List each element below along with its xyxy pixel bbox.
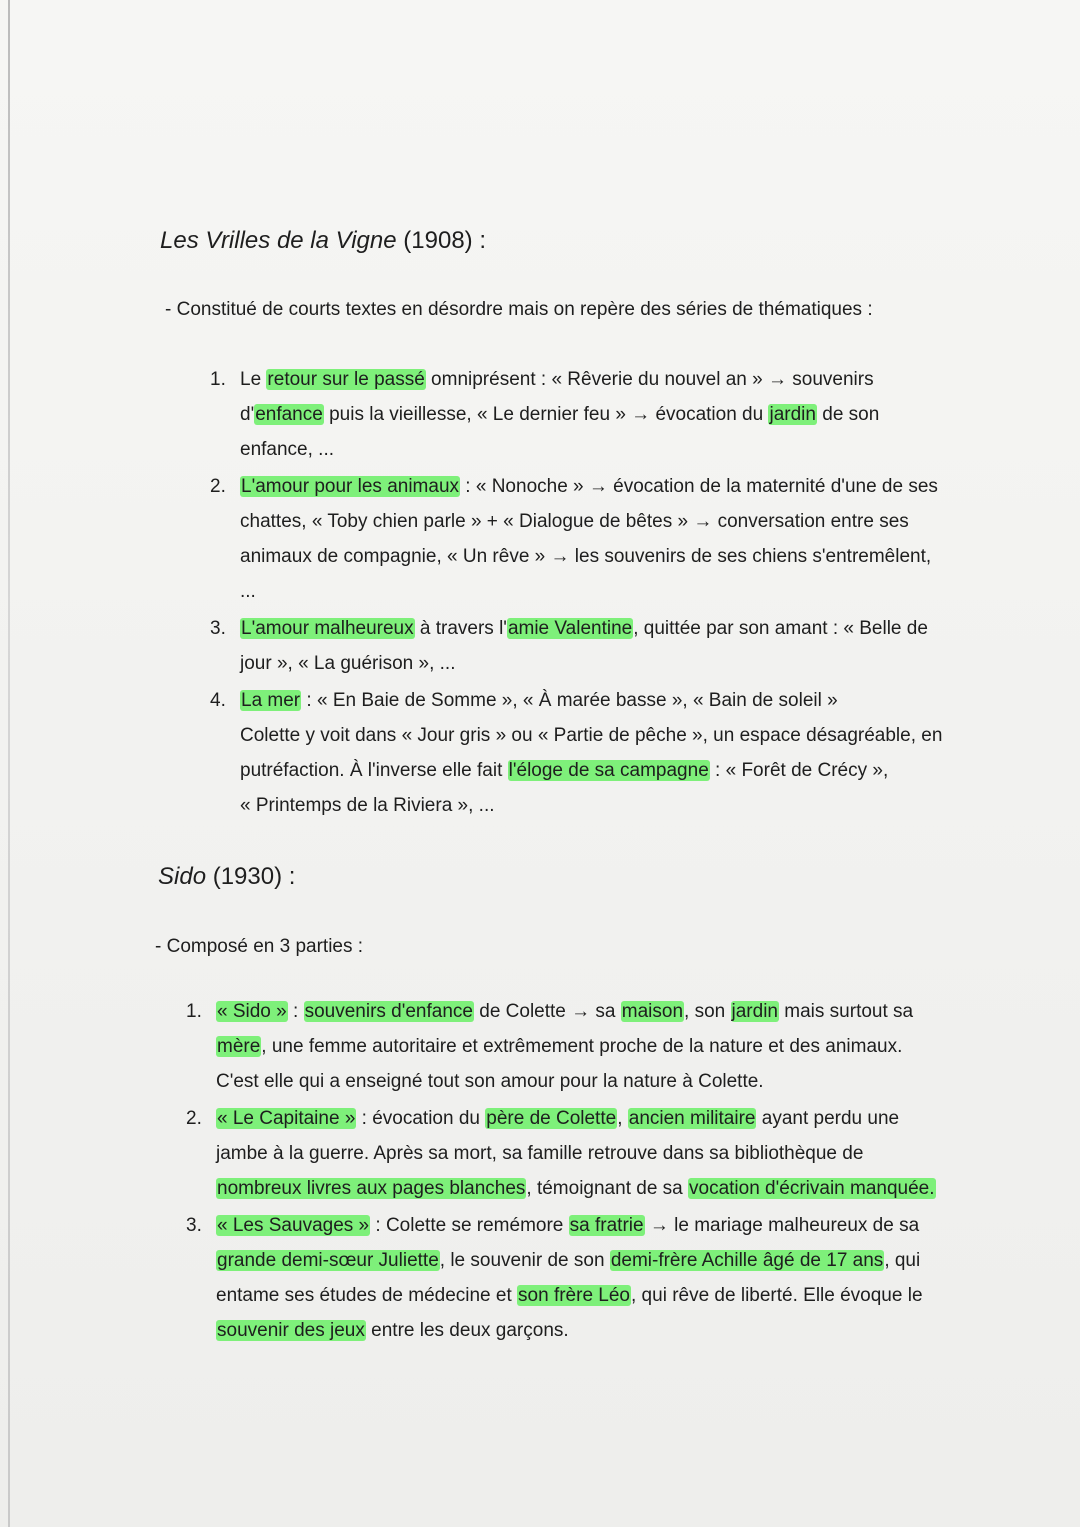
list-number: 1. — [186, 1001, 202, 1022]
text-segment: Le — [240, 369, 267, 390]
text-segment: putréfaction. À l'inverse elle fait — [240, 760, 508, 781]
text-line — [216, 1101, 936, 1136]
text-segment: de son — [816, 404, 880, 425]
section2-title: Sido — [158, 863, 207, 890]
section1-list — [210, 362, 943, 825]
highlighted-phrase: L'amour malheureux — [241, 618, 414, 639]
text-segment: : évocation du — [356, 1108, 486, 1129]
highlighted-phrase: L'amour pour les animaux — [241, 476, 460, 497]
highlighted-phrase: maison — [621, 1001, 684, 1022]
text-segment: jour », « La guérison », ... — [240, 653, 456, 674]
text-segment: animaux de compagnie, « Un rêve » → les souvenirs de ses chiens s'entremêlent, — [240, 546, 932, 567]
text-line — [240, 469, 942, 504]
list-item — [186, 994, 936, 1099]
text-segment: Colette y voit dans « Jour gris » ou « Partie de pêche », un espace désagréable, en — [240, 725, 943, 746]
highlighted-phrase: mère — [217, 1036, 261, 1057]
text-segment: mais surtout sa — [779, 1001, 914, 1022]
list-number: 1. — [210, 369, 226, 390]
text-segment: puis la vieillesse, « Le dernier feu » → évocation du — [323, 404, 769, 425]
highlighted-phrase: souvenir des jeux — [217, 1320, 365, 1341]
text-segment: C'est elle qui a enseigné tout son amour pour la nature à Colette. — [216, 1071, 764, 1092]
highlighted-phrase: enfance — [255, 404, 323, 425]
list-number: 4. — [210, 690, 226, 711]
text-line — [216, 1029, 936, 1064]
text-segment: entame ses études de médecine et — [216, 1285, 518, 1306]
text-segment: : Colette se remémore — [370, 1215, 569, 1236]
list-number: 2. — [186, 1108, 202, 1129]
text-segment: omniprésent : « Rêverie du nouvel an » → souvenirs — [425, 369, 874, 390]
text-segment: jambe à la guerre. Après sa mort, sa famille retrouve dans sa bibliothèque de — [216, 1143, 864, 1164]
highlighted-phrase: souvenirs d'enfance — [304, 1001, 473, 1022]
list-number: 2. — [210, 476, 226, 497]
section2-list — [186, 994, 936, 1350]
highlighted-phrase: nombreux livres aux pages blanches — [217, 1178, 526, 1199]
text-line — [240, 362, 942, 397]
list-item — [210, 362, 942, 467]
highlighted-phrase: « Les Sauvages » — [217, 1215, 370, 1236]
text-segment: , une femme autoritaire et extrêmement proche de la nature et des animaux. — [261, 1036, 903, 1057]
text-line — [216, 1208, 936, 1243]
text-line — [216, 994, 936, 1029]
text-segment: , — [617, 1108, 628, 1129]
text-segment: chattes, « Toby chien parle » + « Dialogue de bêtes » → conversation entre ses — [240, 511, 909, 532]
text-segment: : « Forêt de Crécy », — [709, 760, 889, 781]
text-segment: « Printemps de la Riviera », ... — [240, 795, 495, 816]
page-edge — [8, 0, 10, 1527]
text-segment: , quittée par son amant : « Belle de — [633, 618, 928, 639]
text-line — [216, 1136, 936, 1171]
text-segment: enfance, ... — [240, 439, 335, 460]
list-item — [210, 683, 943, 823]
list-item — [210, 469, 942, 609]
text-segment: à travers l' — [414, 618, 507, 639]
section2-intro: - Composé en 3 parties : — [155, 936, 364, 957]
text-line — [216, 1171, 936, 1206]
text-line — [216, 1243, 936, 1278]
section1-year: (1908) : — [396, 227, 486, 254]
highlighted-phrase: amie Valentine — [507, 618, 633, 639]
list-number: 3. — [210, 618, 226, 639]
text-line — [240, 788, 942, 823]
list-item — [186, 1208, 936, 1348]
text-segment: : « En Baie de Somme », « À marée basse », « Bain de soleil » — [301, 690, 838, 711]
text-segment: ... — [240, 581, 256, 602]
section1-heading — [160, 226, 486, 256]
text-line — [240, 539, 942, 574]
text-line — [240, 753, 942, 788]
text-line — [240, 683, 942, 718]
highlighted-phrase: l'éloge de sa campagne — [508, 760, 709, 781]
text-line — [240, 397, 942, 432]
text-segment: → le mariage malheureux de sa — [644, 1215, 920, 1236]
text-segment: , qui rêve de liberté. Elle évoque le — [631, 1285, 923, 1306]
highlighted-phrase: sa fratrie — [569, 1215, 644, 1236]
text-segment: entre les deux garçons. — [365, 1320, 569, 1341]
text-line — [240, 574, 942, 609]
text-line — [240, 432, 942, 467]
highlighted-phrase: vocation d'écrivain manquée. — [689, 1178, 935, 1199]
section1-title: Les Vrilles de la Vigne — [160, 227, 397, 254]
text-line — [240, 504, 942, 539]
highlighted-phrase: retour sur le passé — [267, 369, 425, 390]
highlighted-phrase: jardin — [731, 1001, 778, 1022]
highlighted-phrase: ancien militaire — [628, 1108, 756, 1129]
highlighted-phrase: grande demi-sœur Juliette — [217, 1250, 439, 1271]
text-line — [240, 611, 942, 646]
text-line — [240, 718, 942, 753]
text-line — [216, 1313, 936, 1348]
text-segment: , le souvenir de son — [439, 1250, 610, 1271]
highlighted-phrase: son frère Léo — [518, 1285, 630, 1306]
list-item — [186, 1101, 936, 1206]
highlighted-phrase: père de Colette — [486, 1108, 617, 1129]
highlighted-phrase: La mer — [241, 690, 301, 711]
text-line — [240, 646, 942, 681]
section2-year: (1930) : — [206, 863, 296, 890]
highlighted-phrase: demi-frère Achille âgé de 17 ans — [610, 1250, 884, 1271]
text-segment: , témoignant de sa — [526, 1178, 689, 1199]
text-segment: ayant perdu une — [756, 1108, 900, 1129]
section2-heading — [158, 862, 295, 892]
highlighted-phrase: « Sido » — [217, 1001, 287, 1022]
text-segment: : — [287, 1001, 304, 1022]
text-segment: , qui — [884, 1250, 921, 1271]
highlighted-phrase: « Le Capitaine » — [217, 1108, 356, 1129]
text-line — [216, 1278, 936, 1313]
list-number: 3. — [186, 1215, 202, 1236]
section1-intro: - Constitué de courts textes en désordre mais on repère des séries de thématiques : — [165, 299, 873, 320]
text-segment: d' — [240, 404, 255, 425]
text-segment: de Colette → sa — [473, 1001, 621, 1022]
text-segment: : « Nonoche » → évocation de la maternité d'une de ses — [460, 476, 938, 497]
text-segment: , son — [684, 1001, 731, 1022]
list-item — [210, 611, 942, 681]
text-line — [216, 1064, 936, 1099]
highlighted-phrase: jardin — [769, 404, 816, 425]
